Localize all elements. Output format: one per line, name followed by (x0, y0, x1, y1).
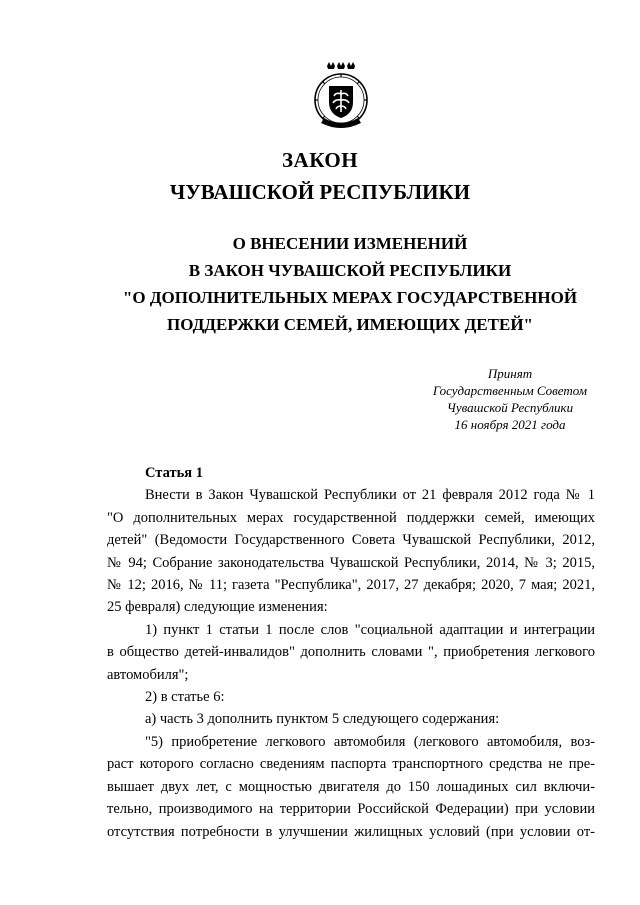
republic-title: ЧУВАШСКОЙ РЕСПУБЛИКИ (169, 180, 471, 204)
article-body (107, 462, 595, 843)
body-line: 25 февраля) следующие изменения: (107, 599, 328, 616)
adoption-line: Государственным Советом (432, 383, 588, 398)
body-line: № 94; Собрание законодательства Чувашской Республики, 2014, № 3; 2015, (107, 554, 595, 571)
body-line: отсутствия потребности в улучшении жилищных условий (при условии от- (107, 823, 595, 840)
subject-line: "О ДОПОЛНИТЕЛЬНЫХ МЕРАХ ГОСУДАРСТВЕННОЙ (122, 288, 578, 307)
law-title: ЗАКОН (281, 148, 359, 172)
body-line: "5) приобретение легкового автомобиля (легкового автомобиля, воз- (145, 733, 595, 750)
body-line: 1) пункт 1 статьи 1 после слов "социальной адаптации и интеграции (145, 621, 595, 638)
article-heading: Статья 1 (145, 465, 203, 481)
adoption-date: 16 ноября 2021 года (454, 417, 566, 432)
body-line: автомобиля"; (107, 666, 189, 683)
body-line: № 12; 2016, № 11; газета "Республика", 2017, 27 декабря; 2020, 7 мая; 2021, (107, 577, 595, 594)
body-line: в общество детей-инвалидов" дополнить словами ", приобретения легкового (107, 644, 595, 661)
body-line: детей" (Ведомости Государственного Совета Чувашской Республики, 2012, (107, 532, 595, 549)
body-line: Внести в Закон Чувашской Республики от 21 февраля 2012 года № 1 (145, 487, 595, 504)
body-line: а) часть 3 дополнить пунктом 5 следующего содержания: (145, 711, 500, 728)
subject-line: О ВНЕСЕНИИ ИЗМЕНЕНИЙ (232, 234, 468, 253)
adoption-line: Чувашской Республики (446, 400, 574, 415)
subject-line: ПОДДЕРЖКИ СЕМЕЙ, ИМЕЮЩИХ ДЕТЕЙ" (167, 315, 533, 334)
body-line: раст которого согласно сведениям паспорта транспортного средства не пре- (107, 756, 595, 773)
law-subject-heading (60, 230, 640, 338)
body-line: 2) в статье 6: (145, 689, 225, 706)
body-line: тельно, производимого на территории Российской Федерации) при условии (107, 801, 595, 818)
adoption-note (400, 365, 620, 433)
subject-line: В ЗАКОН ЧУВАШСКОЙ РЕСПУБЛИКИ (188, 261, 512, 280)
chuvash-coat-of-arms-emblem (310, 60, 372, 134)
body-line: "О дополнительных мерах государственной поддержки семей, имеющих (107, 509, 595, 526)
adoption-line: Принят (487, 366, 533, 381)
body-line: вышает двух лет, с мощностью двигателя до 150 лошадиных сил включи- (107, 778, 595, 795)
